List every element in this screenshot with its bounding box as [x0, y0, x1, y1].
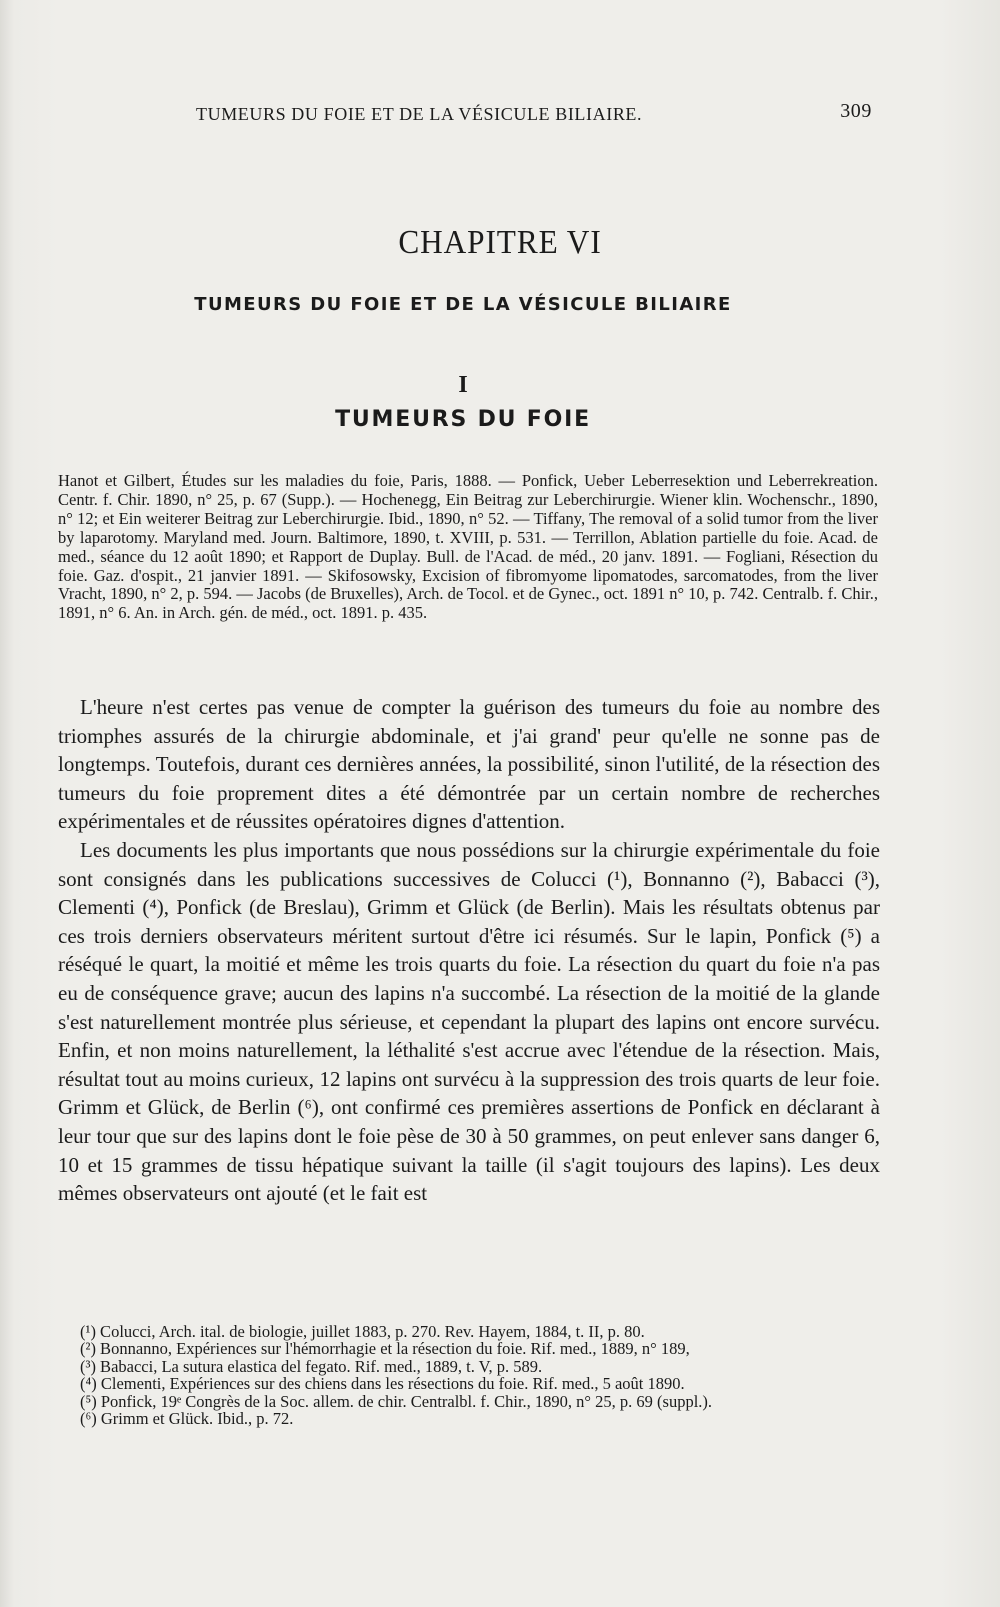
body-text [58, 693, 880, 1208]
footnote-3: (³) Babacci, La sutura elastica del fegato. Rif. med., 1889, t. V, p. 589. [80, 1356, 543, 1376]
footnotes [80, 1323, 900, 1427]
footnote-6: (⁶) Grimm et Glück. Ibid., p. 72. [80, 1409, 294, 1429]
bibliography-paragraph: Hanot et Gilbert, Études sur les maladies du foie, Paris, 1888. — Ponfick, Ueber Leberresektion und Leberrekreation. Centr. f. Chir. 1890, n° 25, p. 67 (Supp.). — Hochenegg, Ein Beitrag zur Leberchirurgie. Wiener klin. Wochenschr., 1890, n° 12; et Ein weiterer Beitrag zur Leberchirurgie. Ibid., 1890, n° 52. — Tiffany, The removal of a solid tumor from the liver by laparotomy. Maryland med. Journ. Baltimore, 1890, t. XVIII, p. 531. — Terrillon, Ablation partielle du foie. Acad. de med., séance du 12 août 1890; et Rapport de Duplay. Bull. de l'Acad. de méd., 20 janv. 1891. — Fogliani, Résection du foie. Gaz. d'ospit., 21 janvier 1891. — Skifosowsky, Excision of fibromyome lipomatodes, sarcomatodes, from the liver Vracht, 1890, n° 2, p. 594. — Jacobs (de Bruxelles), Arch. de Tocol. et de Gynec., oct. 1891 n° 10, p. 742. Centralb. f. Chir., 1891, n° 6. An. in Arch. gén. de méd., oct. 1891. p. 435. [58, 471, 879, 623]
page-number: 309 [840, 100, 872, 122]
section-number: I [458, 372, 468, 398]
body-paragraph-2: Les documents les plus importants que nous possédions sur la chirurgie expérimentale du foie sont consignés dans les publications successives de Colucci (¹), Bonnanno (²), Babacci (³), Clementi (⁴), Ponfick (de Breslau), Grimm et Glück (de Berlin). Mais les résultats obtenus par ces trois derniers observateurs méritent surtout d'être ici résumés. Sur le lapin, Ponfick (⁵) a réséqué le quart, la moitié et même les trois quarts du foie. La résection du quart du foie n'a pas eu de conséquence grave; aucun des lapins n'a succombé. La résection de la moitié de la glande s'est naturellement montrée plus sérieuse, et cependant la plupart des lapins ont encore survécu. Enfin, et non moins naturellement, la léthalité s'est accrue avec l'étendue de la résection. Mais, résultat tout au moins curieux, 12 lapins ont survécu à la suppression des trois quarts de leur foie. Grimm et Glück, de Berlin (⁶), ont confirmé ces premières assertions de Ponfick en déclarant à leur tour que sur des lapins dont le foie pèse de 30 à 50 grammes, on peut enlever sans danger 6, 10 et 15 grammes de tissu hépatique suivant la taille (il s'agit toujours des lapins). Les deux mêmes observateurs ont ajouté (et le fait est [58, 837, 880, 1206]
footnote-1: (¹) Colucci, Arch. ital. de biologie, juillet 1883, p. 270. Rev. Hayem, 1884, t. II, p. 80. [80, 1322, 645, 1341]
footnote-5: (⁵) Ponfick, 19ᵉ Congrès de la Soc. allem. de chir. Centralbl. f. Chir., 1890, n° 25, p. 69 (suppl.). [80, 1391, 713, 1411]
running-head-title: TUMEURS DU FOIE ET DE LA VÉSICULE BILIAIRE. [196, 104, 643, 124]
chapter-title: TUMEURS DU FOIE ET DE LA VÉSICULE BILIAIRE [194, 294, 732, 315]
body-paragraph-1: L'heure n'est certes pas venue de compter la guérison des tumeurs du foie au nombre des triomphes assurés de la chirurgie abdominale, et j'ai grand' peur qu'elle ne sonne pas de longtemps. Toutefois, durant ces dernières années, la possibilité, sinon l'utilité, de la résection des tumeurs du foie proprement dites a été démontrée par un certain nombre de recherches expérimentales et de réussites opératoires dignes d'attention. [58, 695, 880, 834]
footnote-2: (²) Bonnanno, Expériences sur l'hémorrhagie et la résection du foie. Rif. med., 1889, n° 189, [80, 1339, 690, 1359]
footnote-4: (⁴) Clementi, Expériences sur des chiens dans les résections du foie. Rif. med., 5 août 1890. [80, 1374, 685, 1394]
chapter-number: CHAPITRE VI [398, 224, 602, 261]
section-title: TUMEURS DU FOIE [335, 407, 591, 432]
